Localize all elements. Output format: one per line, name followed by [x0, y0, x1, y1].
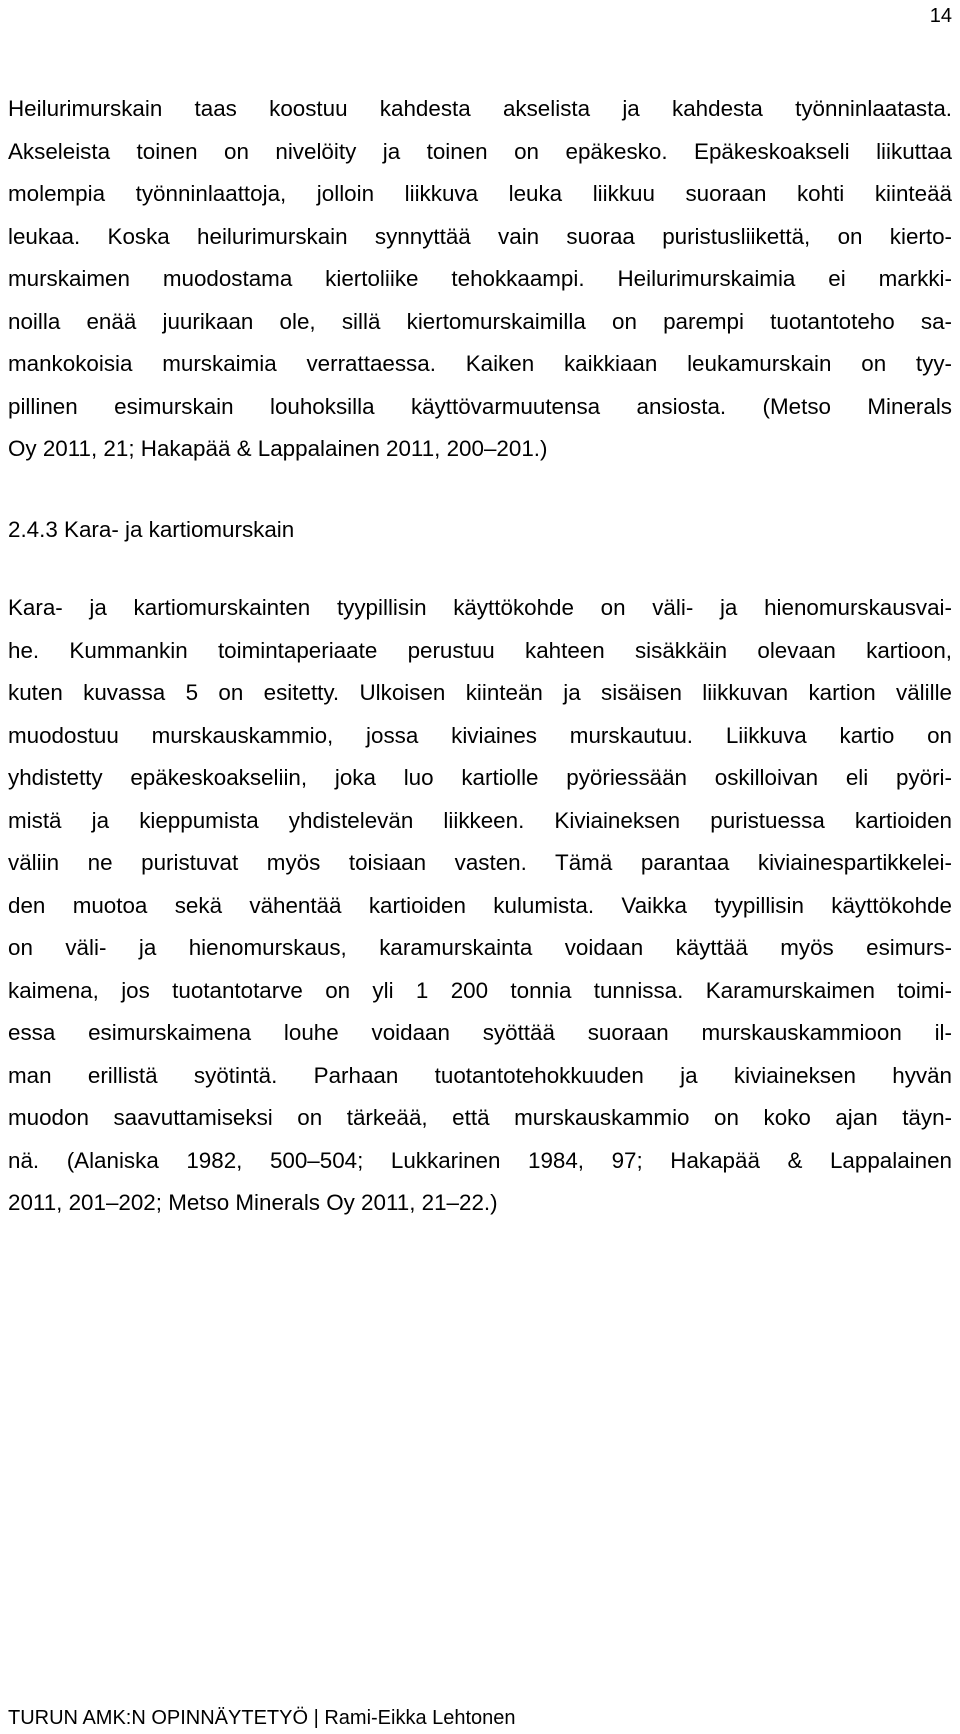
page-footer: TURUN AMK:N OPINNÄYTETYÖ | Rami-Eikka Lehtonen [8, 1707, 516, 1729]
paragraph-jaw-crusher [8, 88, 952, 471]
text-line: noilla enää juurikaan ole, sillä kiertomurskaimilla on parempi tuotantoteho sa- [8, 308, 952, 334]
text-line: murskaimen muodostama kiertoliike tehokkaampi. Heilurimurskaimia ei markki- [8, 266, 952, 291]
text-line: muodon saavuttamiseksi on tärkeää, että murskauskammio on koko ajan täyn- [8, 1105, 952, 1130]
text-line: kaimena, jos tuotantotarve on yli 1 200 tonnia tunnissa. Karamurskaimen toimi- [8, 977, 952, 1003]
section-heading: 2.4.3 Kara- ja kartiomurskain [8, 516, 295, 542]
text-line: molempia työnninlaattoja, jolloin liikkuva leuka liikkuu suoraan kohti kiinteää [8, 181, 952, 206]
text-line: mankokoisia murskaimia verrattaessa. Kaiken kaikkiaan leukamurskain on tyy- [8, 351, 952, 376]
text-line: muodostuu murskauskammio, jossa kiviaines murskautuu. Liikkuva kartio on [8, 722, 952, 748]
text-line: nä. (Alaniska 1982, 500–504; Lukkarinen 1984, 97; Hakapää & Lappalainen [8, 1147, 952, 1173]
text-line: man erillistä syötintä. Parhaan tuotantotehokkuuden ja kiviaineksen hyvän [8, 1062, 952, 1088]
text-line: Oy 2011, 21; Hakapää & Lappalainen 2011, 200–201.) [8, 436, 548, 461]
text-line: Akseleista toinen on nivelöity ja toinen on epäkesko. Epäkeskoakseli liikuttaa [8, 138, 952, 164]
paragraph-cone-crusher [8, 587, 952, 1225]
text-line: Heilurimurskain taas koostuu kahdesta akselista ja kahdesta työnninlaatasta. [8, 96, 952, 121]
text-line: on väli- ja hienomurskaus, karamurskainta voidaan käyttää myös esimurs- [8, 935, 952, 960]
text-line: yhdistetty epäkeskoakseliin, joka luo kartiolle pyöriessään oskilloivan eli pyöri- [8, 765, 952, 790]
text-line: pillinen esimurskain louhoksilla käyttövarmuutensa ansiosta. (Metso Minerals [8, 393, 952, 419]
text-line: kuten kuvassa 5 on esitetty. Ulkoisen kiinteän ja sisäisen liikkuvan kartion välille [8, 680, 952, 705]
text-line: väliin ne puristuvat myös toisiaan vasten. Tämä parantaa kiviainespartikkelei- [8, 850, 952, 875]
text-line: 2011, 201–202; Metso Minerals Oy 2011, 21–22.) [8, 1190, 498, 1215]
text-line: den muotoa sekä vähentää kartioiden kulumista. Vaikka tyypillisin käyttökohde [8, 892, 952, 918]
page-content [0, 88, 960, 1225]
text-line: leukaa. Koska heilurimurskain synnyttää vain suoraa puristusliikettä, on kierto- [8, 223, 952, 249]
text-line: he. Kummankin toimintaperiaate perustuu kahteen sisäkkäin olevaan kartioon, [8, 637, 952, 663]
page-number: 14 [929, 5, 952, 27]
text-line: mistä ja kieppumista yhdistelevän liikkeen. Kiviaineksen puristuessa kartioiden [8, 807, 952, 833]
text-line: essa esimurskaimena louhe voidaan syöttää suoraan murskauskammioon il- [8, 1020, 952, 1045]
text-line: Kara- ja kartiomurskainten tyypillisin käyttökohde on väli- ja hienomurskausvai- [8, 595, 952, 620]
